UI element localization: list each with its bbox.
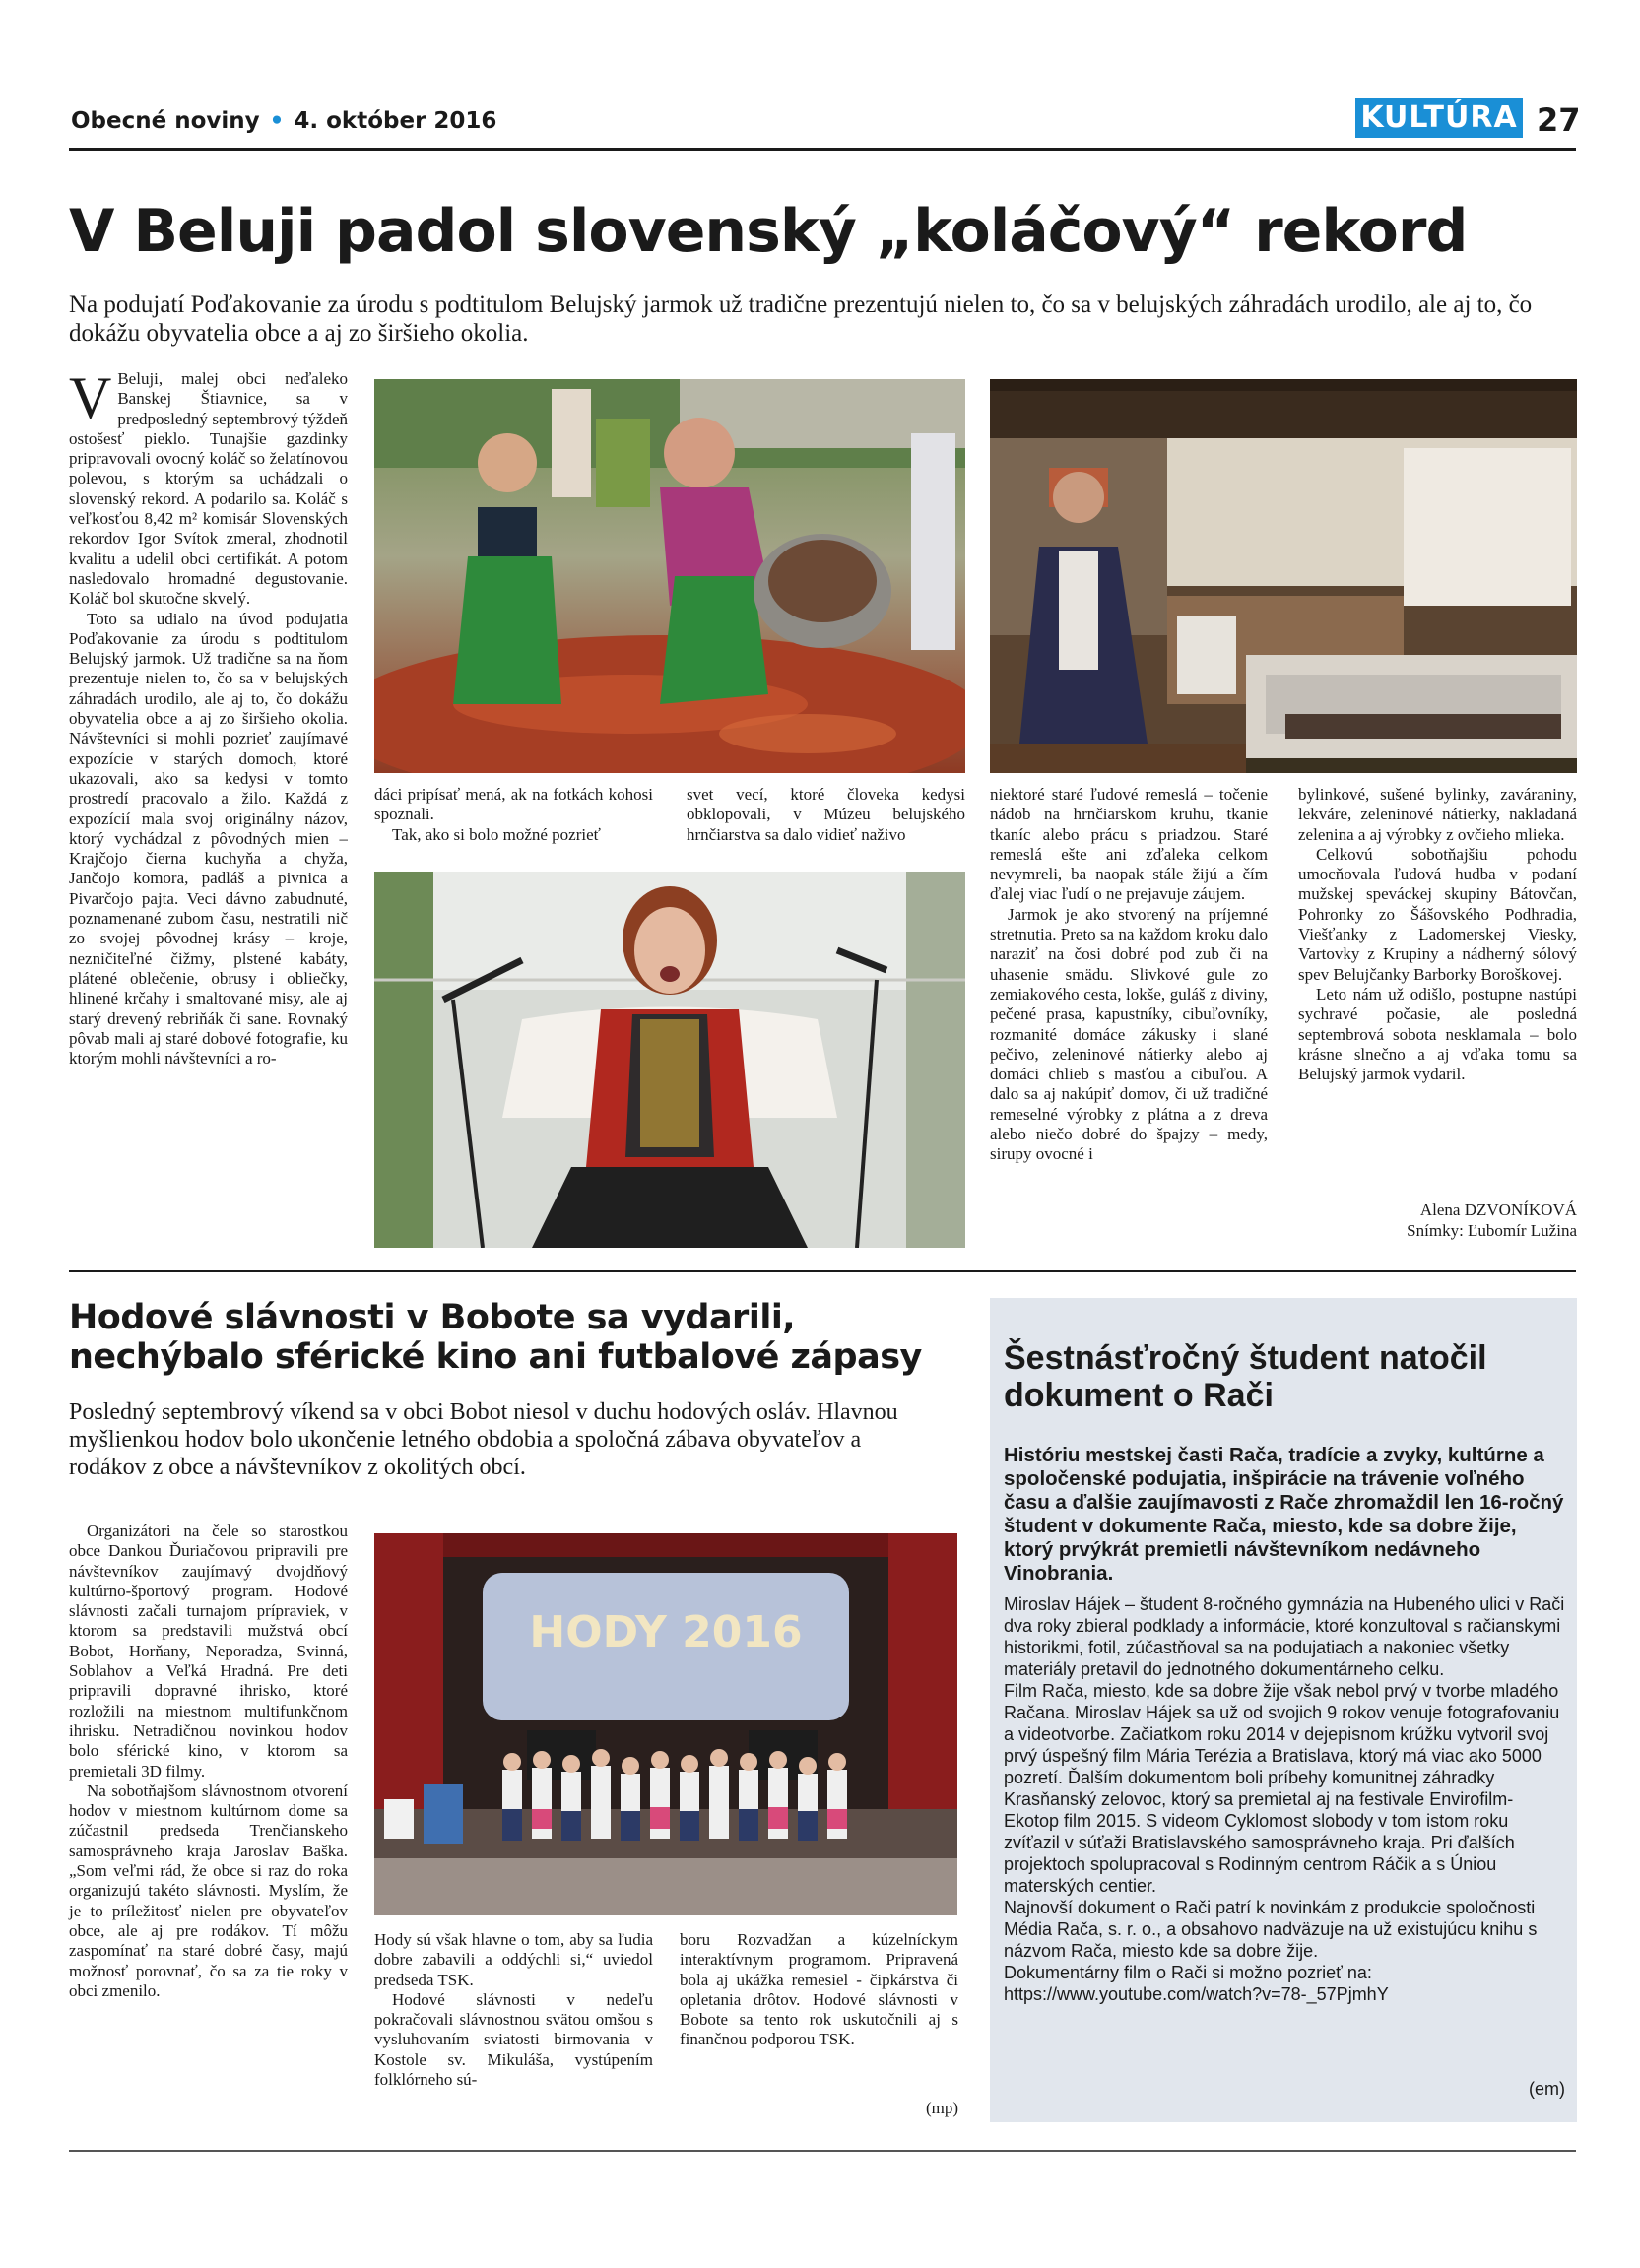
box-author: (em) [1529, 2079, 1565, 2099]
photo-folk-singer [374, 872, 965, 1248]
photo-hody-stage [374, 1533, 957, 1915]
page-number: 27 [1537, 101, 1581, 139]
drop-cap: V [69, 369, 112, 430]
article1-column-5 [1298, 785, 1577, 1084]
article2-col3-paragraph-1: boru Rozvadžan a kúzelníckym interaktívnym programom. Pripravená bola aj ukážka remesiel - čipkárstva či opletania drôtov. Hodové slávnosti v Bobote sa tento rok uskutočnili aj s finančnou podporou TSK. [680, 1930, 958, 2049]
photo-cake-record [374, 379, 965, 773]
box-paragraph-2: Film Rača, miesto, kde sa dobre žije však nebol prvý v tvorbe mladého Račana. Miroslav Hájek sa už od svojich 9 rokov venuje fotografovaniu a videotvorbe. Začiatkom roku 2014 v dejepisnom krúžku vytvoril svoj prvý úspešný film Mária Terézia a Bratislava, ktorý má viac ako 5000 pozretí. Ďalším dokumentom boli príbehy komunitnej záhradky Krasňanský zelovoc, ktorý sa premietal aj na festivale Envirofilm-Ekotop film 2015. S videom Cyklomost slobody v tom istom roku zvíťazil v súťaži Bratislavského samosprávneho kraja. Pri ďalších projektoch spolupracoval s Rodinným centrom Ráčik a s Úniou materských centier. [1004, 1681, 1560, 1896]
box-lead: Históriu mestskej časti Rača, tradície a zvyky, kultúrne a spoločenské podujatia, inšpirácie na trávenie voľného času a ďalšie zaujímavosti z Rače zhromaždil len 16-ročný študent v dokumente Rača, miesto, kde sa dobre žije, ktorý prvýkrát premietli návštevníkom nedávneho Vinobrania. [1004, 1444, 1564, 1585]
article2-author: (mp) [925, 2099, 958, 2117]
sidebar-box [990, 1298, 1577, 2122]
article1-col4-paragraph-2: Jarmok je ako stvorený na príjemné stretnutia. Preto sa na každom kroku dalo naraziť na čosi dobré pod zub či na uhasenie smädu. Slivkové gule zo zemiakového cesta, lokše, guláš z diviny, pečené prasa, kapustníky, cibuľovníky, rozmanité domáce zákusky i slané pečivo, zeleninové nátierky alebo aj domáci chlieb s masťou a cibuľou. A dalo sa aj nakúpiť domov, či už tradičné remeselné výrobky z plátna a z dreva alebo niečo dobré do špajzy – medy, sirupy ovocné i [990, 904, 1268, 1164]
header-rule [69, 148, 1576, 151]
article1-col1-paragraph-2: Toto sa udialo na úvod podujatia Poďakovanie za úrodu s podtitulom Belujský jarmok. Už tradične sa na ňom prezentuje nielen to, čo sa v belujských záhradách urodilo, ale aj to, čo dokážu obyvatelia obce a aj zo širšieho okolia. Návštevníci si mohli pozrieť zaujímavé expozície v starých domoch, ktoré ukazovali, ako sa kedysi v tomto prostredí pracovalo a žilo. Každá z expozícií mala svoj originálny názov, ktorý vychádzal z pôvodných mien – Krajčojo čierna kuchyňa a chyža, Jančojo komora, padláš a pivnica a Pivarčojo pajta. Veci dávno zabudnuté, poznamenané zubom času, nestratili nič zo svojej pôvodnej krásy – kroje, nezničiteľné čižmy, plstené kabáty, plátené oblečenie, obrusy i obliečky, hlinené krčahy i smaltované misy, ale aj starý drevený rebriňák či sane. Rovnaký pôvab mali aj staré dobové fotografie, ku ktorým mohli návštevníci a ro- [69, 609, 348, 1069]
photo-museum-interior [990, 379, 1577, 773]
article1-photo-credit: Snímky: Ľubomír Lužina [1407, 1221, 1577, 1240]
article1-column-3 [687, 785, 965, 845]
section-label: KULTÚRA [1355, 98, 1523, 138]
article1-col3-paragraph-1: svet vecí, ktoré človeka kedysi obklopovali, v Múzeu belujského hrnčiarstva sa dalo vidieť naživo [687, 785, 965, 844]
article1-col4-paragraph-1: niektoré staré ľudové remeslá – točenie nádob na hrnčiarskom kruhu, tkanie tkaníc alebo prácu s priadzou. Staré remeslá ešte ani zďaleka celkom nevymreli, ba naopak stále žijú a čím ďalej viac ľudí o ne prejavuje záujem. [990, 785, 1268, 904]
article1-title: V Beluji padol slovenský „koláčový“ rekord [69, 197, 1468, 266]
box-paragraph-1: Miroslav Hájek – študent 8-ročného gymnázia na Hubeného ulici v Rači dva roky zbieral podklady a informácie, ktoré konzultoval s račianskymi historikmi, fotil, zúčastňoval sa na podujatiach a nakoniec všetky materiály pretavil do jednotného dokumentárneho celku. [1004, 1594, 1565, 1679]
separator-dot: • [269, 108, 285, 134]
article2-title-line-1: Hodové slávnosti v Bobote sa vydarili, [69, 1298, 796, 1337]
article1-col5-paragraph-2: Celkovú sobotňajšiu pohodu umocňovala ľudová hudba v podaní mužskej speváckej skupiny Bátovčan, Pohronky zo Šášovského Podhradia, Viešťanky z Ladomerskej Viesky, Vartovky z Krupiny a nádherný sólový spev Belujčanky Barborky Boroškovej. [1298, 844, 1577, 984]
article1-col5-paragraph-1: bylinkové, sušené bylinky, zaváraniny, lekváre, zeleninové nátierky, nakladaná zelenina a aj výrobky z ovčieho mlieka. [1298, 785, 1577, 844]
box-paragraph-4: Dokumentárny film o Rači si možno pozrieť na: [1004, 1963, 1372, 1982]
article2-col2-paragraph-1: Hody sú však hlavne o tom, aby sa ľudia dobre zabavili a oddýchli si,“ uviedol predseda TSK. [374, 1930, 653, 1989]
masthead [71, 108, 496, 134]
article1-column-1 [69, 369, 348, 1246]
article2-col2-paragraph-2: Hodové slávnosti v nedeľu pokračovali slávnostnou svätou omšou s vysluhovaním sviatosti birmovania v Kostole sv. Mikuláša, vystúpením folklórneho sú- [374, 1989, 653, 2090]
box-title: Šestnásťročný študent natočil dokument o Rači [1004, 1339, 1487, 1414]
article1-col2-paragraph-2: Tak, ako si bolo možné pozrieť [392, 824, 601, 844]
article2-title [69, 1298, 985, 1377]
article2-column-1 [69, 1522, 348, 2001]
article1-column-4 [990, 785, 1268, 1165]
article1-author: Alena DZVONÍKOVÁ [1419, 1200, 1577, 1219]
article2-column-3 [680, 1930, 958, 2050]
footer-rule [69, 2150, 1576, 2152]
article1-byline [1298, 1199, 1577, 1241]
article1-col1-paragraph-1: Beluji, malej obci neďaleko Banskej Štiavnice, sa v predposledný septembrový týždeň ostošesť pieklo. Tunajšie gazdinky pripravovali ovocný koláč so želatínovou polevou, s ktorým sa uchádzali o slovenský rekord. A podarilo sa. Koláč s veľkosťou 8,42 m² komisár Slovenských rekordov Igor Svítok zmeral, zhodnotil kvalitu a udelil obci certifikát. A potom nasledovalo hromadné degustovanie. Koláč bol skutočne skvelý. [69, 369, 348, 609]
article2-title-line-2: nechýbalo sférické kino ani futbalové zápasy [69, 1337, 922, 1377]
issue-date: 4. október 2016 [294, 108, 497, 134]
paper-name: Obecné noviny [71, 108, 260, 134]
box-body [1004, 1593, 1565, 2005]
box-paragraph-3: Najnovší dokument o Rači patrí k novinkám z produkcie spoločnosti Média Rača, s. r. o., a obsahovo nadväzuje na už existujúcu knihu s názvom Rača, miesto kde sa dobre žije. [1004, 1898, 1538, 1961]
article1-lead: Na podujatí Poďakovanie za úrodu s podtitulom Belujský jarmok už tradične prezentujú nielen to, čo sa v belujských záhradách urodilo, ale aj to, čo dokážu obyvatelia obce a aj zo širšieho okolia. [69, 292, 1533, 347]
stage-banner: HODY 2016 [529, 1607, 803, 1657]
article1-column-2 [374, 785, 653, 845]
article2-column-2 [374, 1930, 653, 2090]
article1-col5-paragraph-3: Leto nám už odišlo, postupne nastúpi sychravé počasie, ale posledná septembrová sobota nesklamala – bolo krásne slnečno a aj vďaka tomu sa Belujský jarmok vydaril. [1298, 984, 1577, 1084]
article2-col1-paragraph-1: Organizátori na čele so starostkou obce Dankou Ďuriačovou pripravili pre návštevníkov zaujímavý dvojdňový kultúrno-športový program. Hodové slávnosti začali turnajom prípraviek, v ktorom sa predstavili mužstvá obcí Bobot, Horňany, Neporadza, Svinná, Soblahov a Veľká Hradná. Pre deti pripravili dopravné ihrisko, ktoré rozložili na miestnom multifunkčnom ihrisku. Netradičnou novinkou hodov bolo sférické kino, v ktorom sa premietali 3D filmy. [69, 1522, 348, 1781]
article2-col1-paragraph-2: Na sobotňajšom slávnostnom otvorení hodov v miestnom kultúrnom dome sa zúčastnil predseda Trenčianskeho samosprávneho kraja Jaroslav Baška. „Som veľmi rád, že obce si raz do roka organizujú takéto slávnosti. Myslím, že je to príležitosť nielen pre obyvateľov obce, ale aj pre rodákov. Tí môžu zaspomínať na staré dobré časy, majú možnosť porovnať, čo sa za tie roky v obci zmenilo. [69, 1781, 348, 2000]
article1-col2-paragraph-1: dáci pripísať mená, ak na fotkách kohosi spoznali. [374, 785, 653, 824]
article2-lead: Posledný septembrový víkend sa v obci Bobot niesol v duchu hodových osláv. Hlavnou myšlienkou hodov bolo ukončenie letného obdobia a spoločná zábava obyvateľov a rodákov z obce a návštevníkov z okolitých obcí. [69, 1399, 898, 1480]
article-divider [69, 1270, 1576, 1272]
box-youtube-link[interactable]: https://www.youtube.com/watch?v=78-_57PjmhY [1004, 1984, 1389, 2004]
